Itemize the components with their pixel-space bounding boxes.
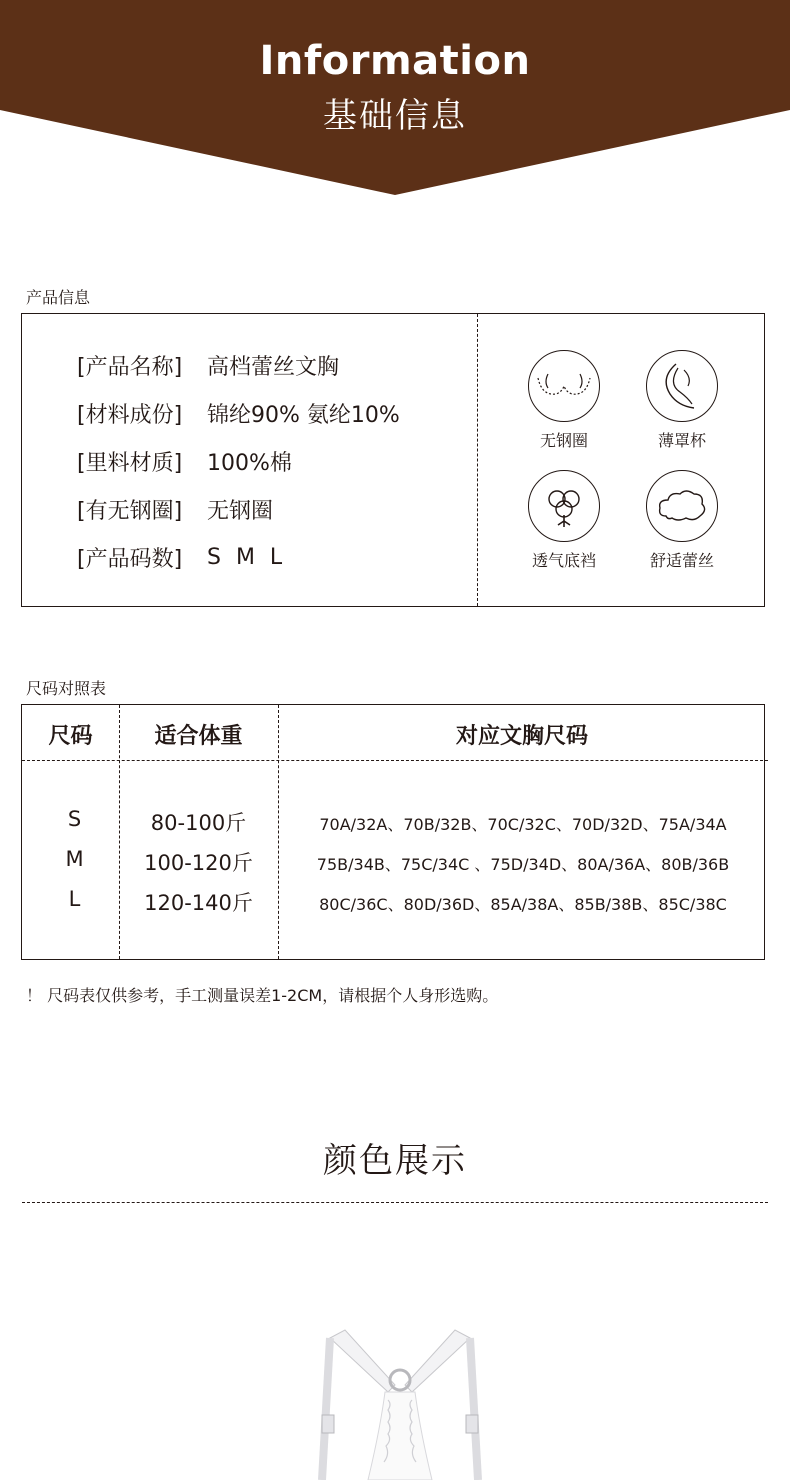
info-row-sizes <box>77 542 286 573</box>
info-value: 锦纶90% 氨纶10% <box>207 403 400 428</box>
feature-no-wire <box>504 350 624 451</box>
feature-label: 舒适蕾丝 <box>649 551 714 570</box>
banner-title-cn: 基础信息 <box>323 96 467 136</box>
table-cell-cups: 80C/36C、80D/36D、85A/38A、85B/38B、85C/38C <box>319 895 727 914</box>
info-row-name <box>77 350 339 381</box>
table-cell-weight: 120-140斤 <box>144 891 253 915</box>
product-image <box>300 1320 500 1480</box>
color-display-title: 颜色展示 <box>323 1141 467 1181</box>
table-cell-size: L <box>68 887 81 911</box>
table-cell-weight: 100-120斤 <box>144 851 253 875</box>
feature-label: 无钢圈 <box>539 431 588 450</box>
table-header-cup: 对应文胸尺码 <box>455 724 588 749</box>
table-cell-size: M <box>65 847 84 871</box>
size-chart-table <box>21 704 765 960</box>
feature-thin-cup <box>622 350 742 451</box>
header-banner <box>0 0 790 200</box>
product-info-label: 产品信息 <box>26 288 91 307</box>
table-header-size: 尺码 <box>48 724 93 749</box>
no-wire-icon <box>528 350 600 422</box>
table-cell-size: S <box>67 807 82 831</box>
table-cell-weight: 80-100斤 <box>150 811 247 835</box>
info-row-material <box>77 398 400 429</box>
size-chart-label: 尺码对照表 <box>26 679 107 698</box>
info-value: S M L <box>207 545 287 570</box>
thin-cup-icon <box>646 350 718 422</box>
color-divider <box>22 1202 768 1203</box>
info-row-lining <box>77 446 292 477</box>
info-divider <box>477 314 478 606</box>
info-key: [有无钢圈] <box>77 499 183 524</box>
info-key: [产品码数] <box>77 547 183 572</box>
info-key: [产品名称] <box>77 355 183 380</box>
info-value: 无钢圈 <box>207 499 274 524</box>
cloud-icon <box>646 470 718 542</box>
size-note: ！ 尺码表仅供参考，手工测量误差1-2CM，请根据个人身形选购。 <box>26 986 499 1005</box>
table-cell-cups: 70A/32A、70B/32B、70C/32C、70D/32D、75A/34A <box>319 815 727 834</box>
banner-title-en: Information <box>259 38 531 84</box>
info-row-wire <box>77 494 273 525</box>
info-key: [里料材质] <box>77 451 183 476</box>
header-divider <box>22 760 768 761</box>
cotton-icon <box>528 470 600 542</box>
feature-label: 薄罩杯 <box>657 431 706 450</box>
feature-cotton <box>504 470 624 571</box>
info-key: [材料成份] <box>77 403 183 428</box>
table-cell-cups: 75B/34B、75C/34C 、75D/34D、80A/36A、80B/36B <box>316 855 730 874</box>
info-value: 高档蕾丝文胸 <box>207 355 340 380</box>
feature-lace <box>622 470 742 571</box>
info-value: 100%棉 <box>207 451 292 476</box>
product-info-box <box>21 313 765 607</box>
table-header-weight: 适合体重 <box>154 724 243 749</box>
feature-label: 透气底裆 <box>531 551 596 570</box>
